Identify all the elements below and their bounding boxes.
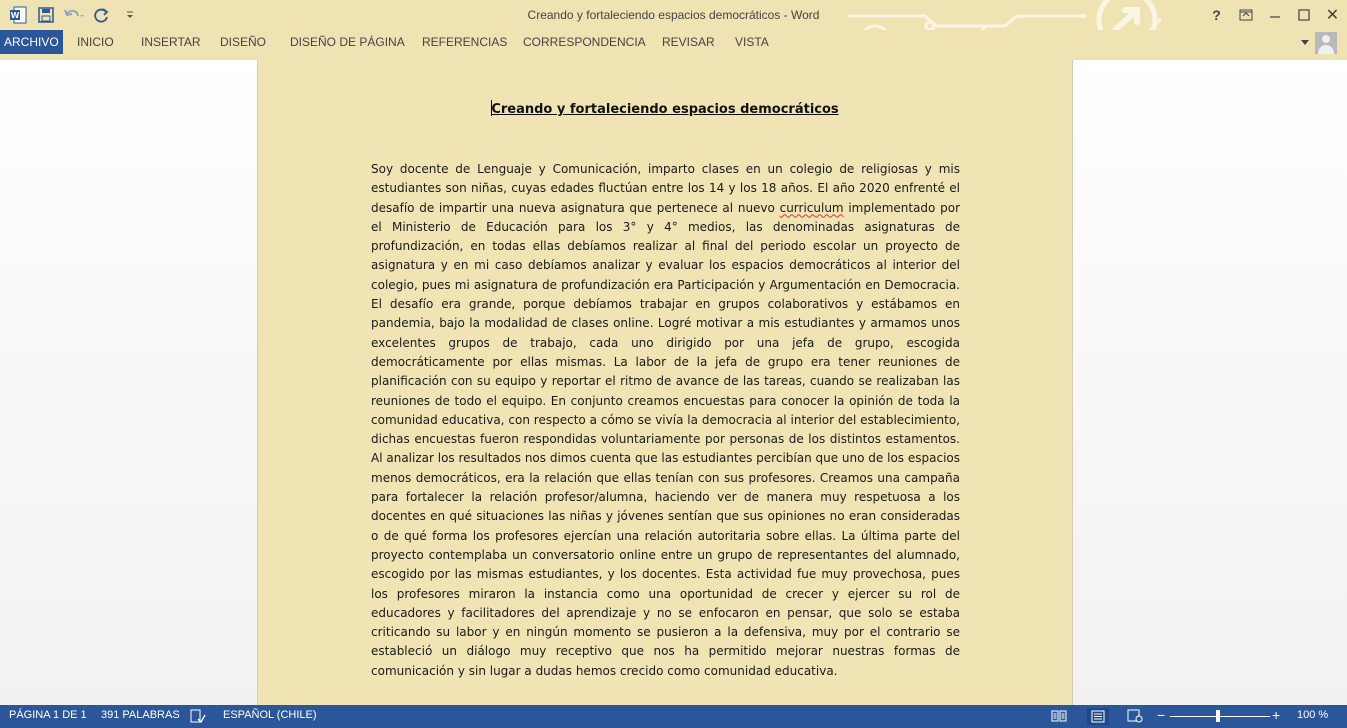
zoom-slider-thumb[interactable] (1216, 710, 1220, 722)
tab-diseno[interactable]: DISEÑO (220, 35, 267, 49)
help-icon[interactable]: ? (1212, 7, 1221, 23)
user-account[interactable] (1301, 30, 1337, 56)
document-title-text: Creando y fortaleciendo espacios democráticos (491, 102, 839, 117)
account-dropdown-icon[interactable] (1301, 40, 1309, 46)
title-bar (0, 0, 1347, 30)
window-title: Creando y fortaleciendo espacios democráticos - Word (527, 8, 820, 22)
tab-referencias[interactable]: REFERENCIAS (422, 35, 508, 49)
tab-diseno-de-pagina[interactable]: DISEÑO DE PÁGINA (290, 35, 405, 49)
window-controls (1202, 0, 1347, 30)
document-body[interactable] (371, 160, 960, 681)
tab-inicio[interactable]: INICIO (77, 35, 114, 49)
minimize-icon[interactable] (1260, 0, 1289, 30)
read-mode-icon[interactable] (1051, 709, 1067, 724)
svg-text:W: W (10, 11, 20, 20)
language-indicator[interactable]: ESPAÑOL (CHILE) (223, 709, 317, 721)
web-layout-icon[interactable] (1127, 709, 1143, 724)
print-layout-icon[interactable] (1087, 708, 1109, 725)
status-bar (0, 705, 1347, 728)
document-page[interactable] (257, 60, 1073, 705)
close-icon[interactable]: ✕ (1325, 7, 1340, 24)
tab-correspondencia[interactable]: CORRESPONDENCIA (523, 35, 646, 49)
ribbon-display-options-icon[interactable] (1231, 0, 1260, 30)
body-text-part-2: implementado por el Ministerio de Educación para los 3° y 4° medios, las denominadas asignaturas de profundización, en todas ellas debíamos realizar al final del periodo escolar un proyecto de asignatura y en mi caso debíamos analizar y evaluar los espacios democráticos al interior del colegio, pues mi asignatura de profundización era Participación y Argumentación en Democracia. El desafío era grande, porque debíamos trabajar en grupos colaborativos y estábamos en pandemia, bajo la modalidad de clases online. Logré motivar a mis estudiantes y armamos unos excelentes grupos de trabajo, cada uno dirigido por una jefa de grupo, escogida democráticamente por ellas mismas. La labor de la jefa de grupo era tener reuniones de planificación con su equipo y reportar el ritmo de avance de las tareas, cuando se realizaban las reuniones de todo el equipo. En conjunto creamos encuestas para conocer la opinión de toda la comunidad educativa, con respecto a cómo se vivía la democracia al interior del establecimiento, dichas encuestas fueron respondidas voluntariamente por personas de los distintos estamentos. Al analizar los resultados nos dimos cuenta que las estudiantes percibían que uno de los espacios menos democráticos, era la relación que ellas tenían con sus profesores. Creamos una campaña para fortalecer la relación profesor/alumna, haciendo ver de manera muy respetuosa a los docentes en qué situaciones las niñas y jóvenes sentían que sus opiniones no eran consideradas o de qué forma los profesores ejercían una relación autoritaria sobre ellas. La última parte del proyecto contemplaba un conversatorio online entre un grupo de representantes del alumnado, escogido por las mismas estudiantes, y los docentes. Esta actividad fue muy provechosa, pues los profesores miraron la instancia como una oportunidad de crecer y ejercer su rol de educadores y facilitadores del aprendizaje y no se enfocaron en pensar, que solo se estaba criticando su labor y en ningún momento se pusieron a la defensiva, muy por el contrario se estableció un diálogo muy receptivo que nos ha permitido mejorar nuestras formas de comunicación y sin lugar a dudas hemos crecido como comunidad educativa. (371, 200, 960, 678)
maximize-icon[interactable] (1289, 0, 1318, 30)
document-workspace (0, 60, 1347, 705)
tab-vista[interactable]: VISTA (735, 35, 769, 49)
user-avatar-icon[interactable] (1315, 32, 1337, 54)
document-title (258, 100, 1072, 117)
zoom-out-button[interactable]: − (1157, 707, 1166, 723)
page-count[interactable]: PÁGINA 1 DE 1 (9, 709, 87, 721)
body-text-part-1: Soy docente de Lenguaje y Comunicación, imparto clases en un colegio de religiosas y mis estudiantes son niñas, cuyas edades fluctúan entre los 14 y los 18 años. El año 2020 enfrenté el desafío de impartir una nueva asignatura que pertenece al nuevo (371, 162, 960, 215)
ribbon-tab-bar (0, 30, 1347, 60)
tab-archivo[interactable]: ARCHIVO (0, 30, 63, 54)
word-count[interactable]: 391 PALABRAS (101, 709, 180, 721)
tab-revisar[interactable]: REVISAR (662, 35, 715, 49)
misspelled-word[interactable]: curriculum (779, 200, 844, 215)
zoom-level[interactable]: 100 % (1297, 709, 1329, 721)
tab-insertar[interactable]: INSERTAR (141, 35, 201, 49)
proofing-icon[interactable] (190, 709, 206, 724)
zoom-in-button[interactable]: + (1272, 707, 1281, 723)
zoom-slider-track[interactable] (1170, 716, 1270, 717)
